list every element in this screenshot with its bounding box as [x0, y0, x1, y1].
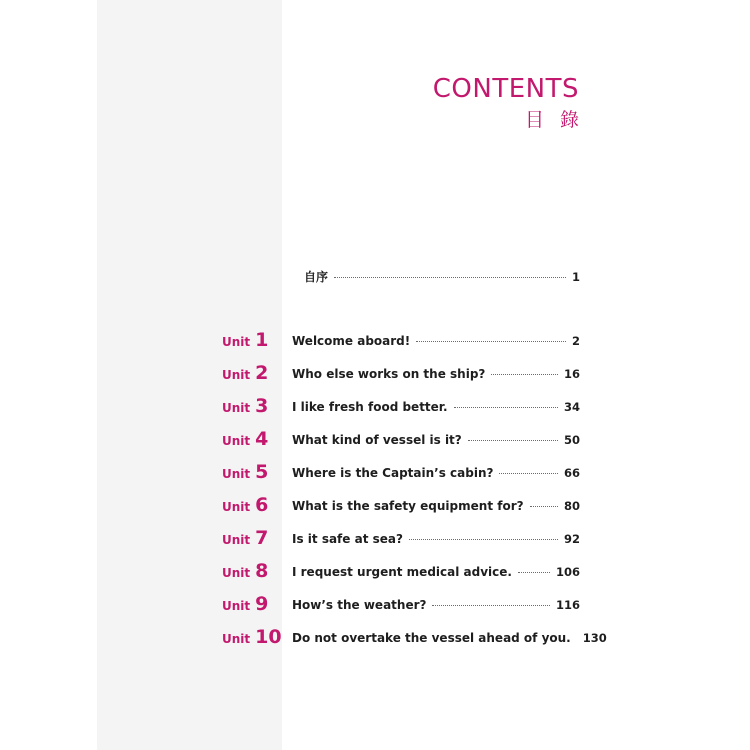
unit-label-2 [222, 362, 287, 388]
unit-number: 9 [255, 593, 269, 615]
preface-page-number: 1 [571, 270, 580, 284]
unit-label-10 [222, 626, 287, 652]
page-number: 130 [582, 631, 607, 645]
contents-title: CONTENTS [432, 74, 579, 104]
toc-entry-10[interactable] [292, 627, 607, 649]
leader-dots [468, 440, 558, 441]
unit-number: 3 [255, 395, 269, 417]
chapter-title: Where is the Captain’s cabin? [292, 466, 494, 480]
unit-word: Unit [222, 599, 251, 613]
leader-dots [491, 374, 558, 375]
unit-number: 1 [255, 329, 269, 351]
page-number: 80 [563, 499, 580, 513]
unit-label-4 [222, 428, 287, 454]
contents-title-chinese: 目錄 [524, 109, 595, 131]
unit-label-1 [222, 329, 287, 355]
leader-dots [334, 277, 566, 278]
unit-number: 5 [255, 461, 269, 483]
leader-dots [409, 539, 558, 540]
toc-entry-7[interactable] [292, 528, 580, 550]
chapter-title: What kind of vessel is it? [292, 433, 462, 447]
unit-number: 7 [255, 527, 269, 549]
unit-label-3 [222, 395, 287, 421]
leader-dots [432, 605, 550, 606]
unit-label-8 [222, 560, 287, 586]
unit-number: 4 [255, 428, 269, 450]
chapter-title: Who else works on the ship? [292, 367, 486, 381]
toc-entry-3[interactable] [292, 396, 580, 418]
chapter-title: Is it safe at sea? [292, 532, 403, 546]
unit-number: 6 [255, 494, 269, 516]
toc-entry-4[interactable] [292, 429, 580, 451]
toc-entry-2[interactable] [292, 363, 580, 385]
chapter-title: Welcome aboard! [292, 334, 411, 348]
toc-preface-entry[interactable] [304, 266, 580, 288]
unit-word: Unit [222, 632, 251, 646]
unit-label-9 [222, 593, 287, 619]
toc-entry-6[interactable] [292, 495, 580, 517]
unit-word: Unit [222, 467, 251, 481]
leader-dots [499, 473, 558, 474]
page-number: 16 [563, 367, 580, 381]
page-number: 66 [563, 466, 580, 480]
unit-number: 8 [255, 560, 269, 582]
chapter-title: I request urgent medical advice. [292, 565, 512, 579]
chapter-title: Do not overtake the vessel ahead of you. [292, 631, 571, 645]
unit-word: Unit [222, 368, 251, 382]
unit-word: Unit [222, 401, 251, 415]
page-number: 50 [563, 433, 580, 447]
page-number: 92 [563, 532, 580, 546]
page-number: 2 [571, 334, 580, 348]
page-number: 106 [555, 565, 580, 579]
unit-label-7 [222, 527, 287, 553]
unit-word: Unit [222, 434, 251, 448]
unit-label-5 [222, 461, 287, 487]
preface-label: 自序 [304, 270, 329, 284]
chapter-title: How’s the weather? [292, 598, 427, 612]
toc-entry-9[interactable] [292, 594, 580, 616]
chapter-title: What is the safety equipment for? [292, 499, 524, 513]
unit-word: Unit [222, 533, 251, 547]
chapter-title: I like fresh food better. [292, 400, 448, 414]
unit-number: 2 [255, 362, 269, 384]
toc-entry-1[interactable] [292, 330, 580, 352]
leader-dots [416, 341, 566, 342]
page-number: 34 [563, 400, 580, 414]
toc-entry-8[interactable] [292, 561, 580, 583]
unit-label-6 [222, 494, 287, 520]
leader-dots [454, 407, 558, 408]
toc-entry-5[interactable] [292, 462, 580, 484]
unit-word: Unit [222, 566, 251, 580]
leader-dots [530, 506, 558, 507]
leader-dots [518, 572, 550, 573]
unit-number: 10 [255, 626, 282, 648]
unit-word: Unit [222, 500, 251, 514]
page-number: 116 [555, 598, 580, 612]
unit-word: Unit [222, 335, 251, 349]
